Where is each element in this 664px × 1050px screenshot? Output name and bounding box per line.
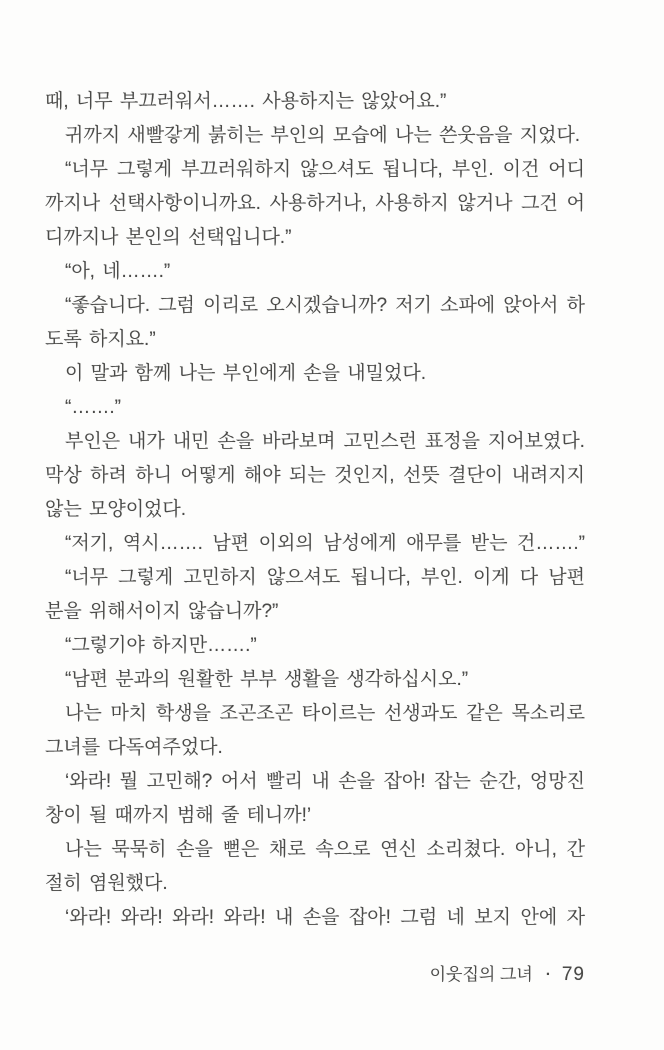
text-line: 도록 하지요.”	[45, 329, 156, 350]
text-line: “너무 그렇게 고민하지 않으셔도 됩니다, 부인. 이게 다 남편	[65, 567, 585, 588]
text-line: 나는 마치 학생을 조곤조곤 타이르는 선생과도 같은 목소리로	[65, 703, 585, 724]
text-line: 부인은 내가 내민 손을 바라보며 고민스런 표정을 지어보였다.	[65, 431, 585, 452]
text-line: 까지나 선택사항이니까요. 사용하거나, 사용하지 않거나 그건 어	[45, 193, 585, 214]
page-footer	[45, 960, 585, 990]
text-line: 디까지나 본인의 선택입니다.”	[45, 227, 292, 248]
text-line: 나는 묵묵히 손을 뻗은 채로 속으로 연신 소리쳤다. 아니, 간	[65, 839, 585, 860]
text-line: “그렇기야 하지만…….”	[65, 635, 257, 656]
text-line: 창이 될 때까지 범해 줄 테니까!’	[45, 805, 312, 826]
text-line: 절히 염원했다.	[45, 873, 168, 894]
text-line: “저기, 역시……. 남편 이외의 남성에게 애무를 받는 건…….”	[65, 533, 585, 554]
text-line: 않는 모양이었다.	[45, 499, 187, 520]
text-line: “좋습니다. 그럼 이리로 오시겠습니까? 저기 소파에 앉아서 하	[65, 295, 585, 316]
text-line: 이 말과 함께 나는 부인에게 손을 내밀었다.	[65, 363, 426, 384]
text-line: “아, 네…….”	[65, 261, 171, 282]
body-text	[45, 85, 585, 935]
footer-page-number: 79	[561, 964, 585, 985]
text-line: 막상 하려 하니 어떻게 해야 되는 것인지, 선뜻 결단이 내려지지	[45, 465, 585, 486]
text-line: ‘와라! 뭘 고민해? 어서 빨리 내 손을 잡아! 잡는 순간, 엉망진	[65, 771, 585, 792]
footer-book-title: 이웃집의 그녀	[429, 965, 533, 984]
text-line: 귀까지 새빨갛게 붉히는 부인의 모습에 나는 쓴웃음을 지었다.	[65, 125, 581, 146]
text-line: ‘와라! 와라! 와라! 와라! 내 손을 잡아! 그럼 네 보지 안에 자	[65, 907, 585, 928]
footer-separator-dot: ·	[545, 966, 551, 983]
text-line: 분을 위해서이지 않습니까?”	[45, 601, 279, 622]
text-line: “너무 그렇게 부끄러워하지 않으셔도 됩니다, 부인. 이건 어디	[65, 159, 585, 180]
text-line: “…….”	[65, 397, 121, 418]
text-line: 때, 너무 부끄러워서……. 사용하지는 않았어요.”	[45, 91, 447, 112]
text-line: 그녀를 다독여주었다.	[45, 737, 223, 758]
text-line: “남편 분과의 원활한 부부 생활을 생각하십시오.”	[65, 669, 469, 690]
